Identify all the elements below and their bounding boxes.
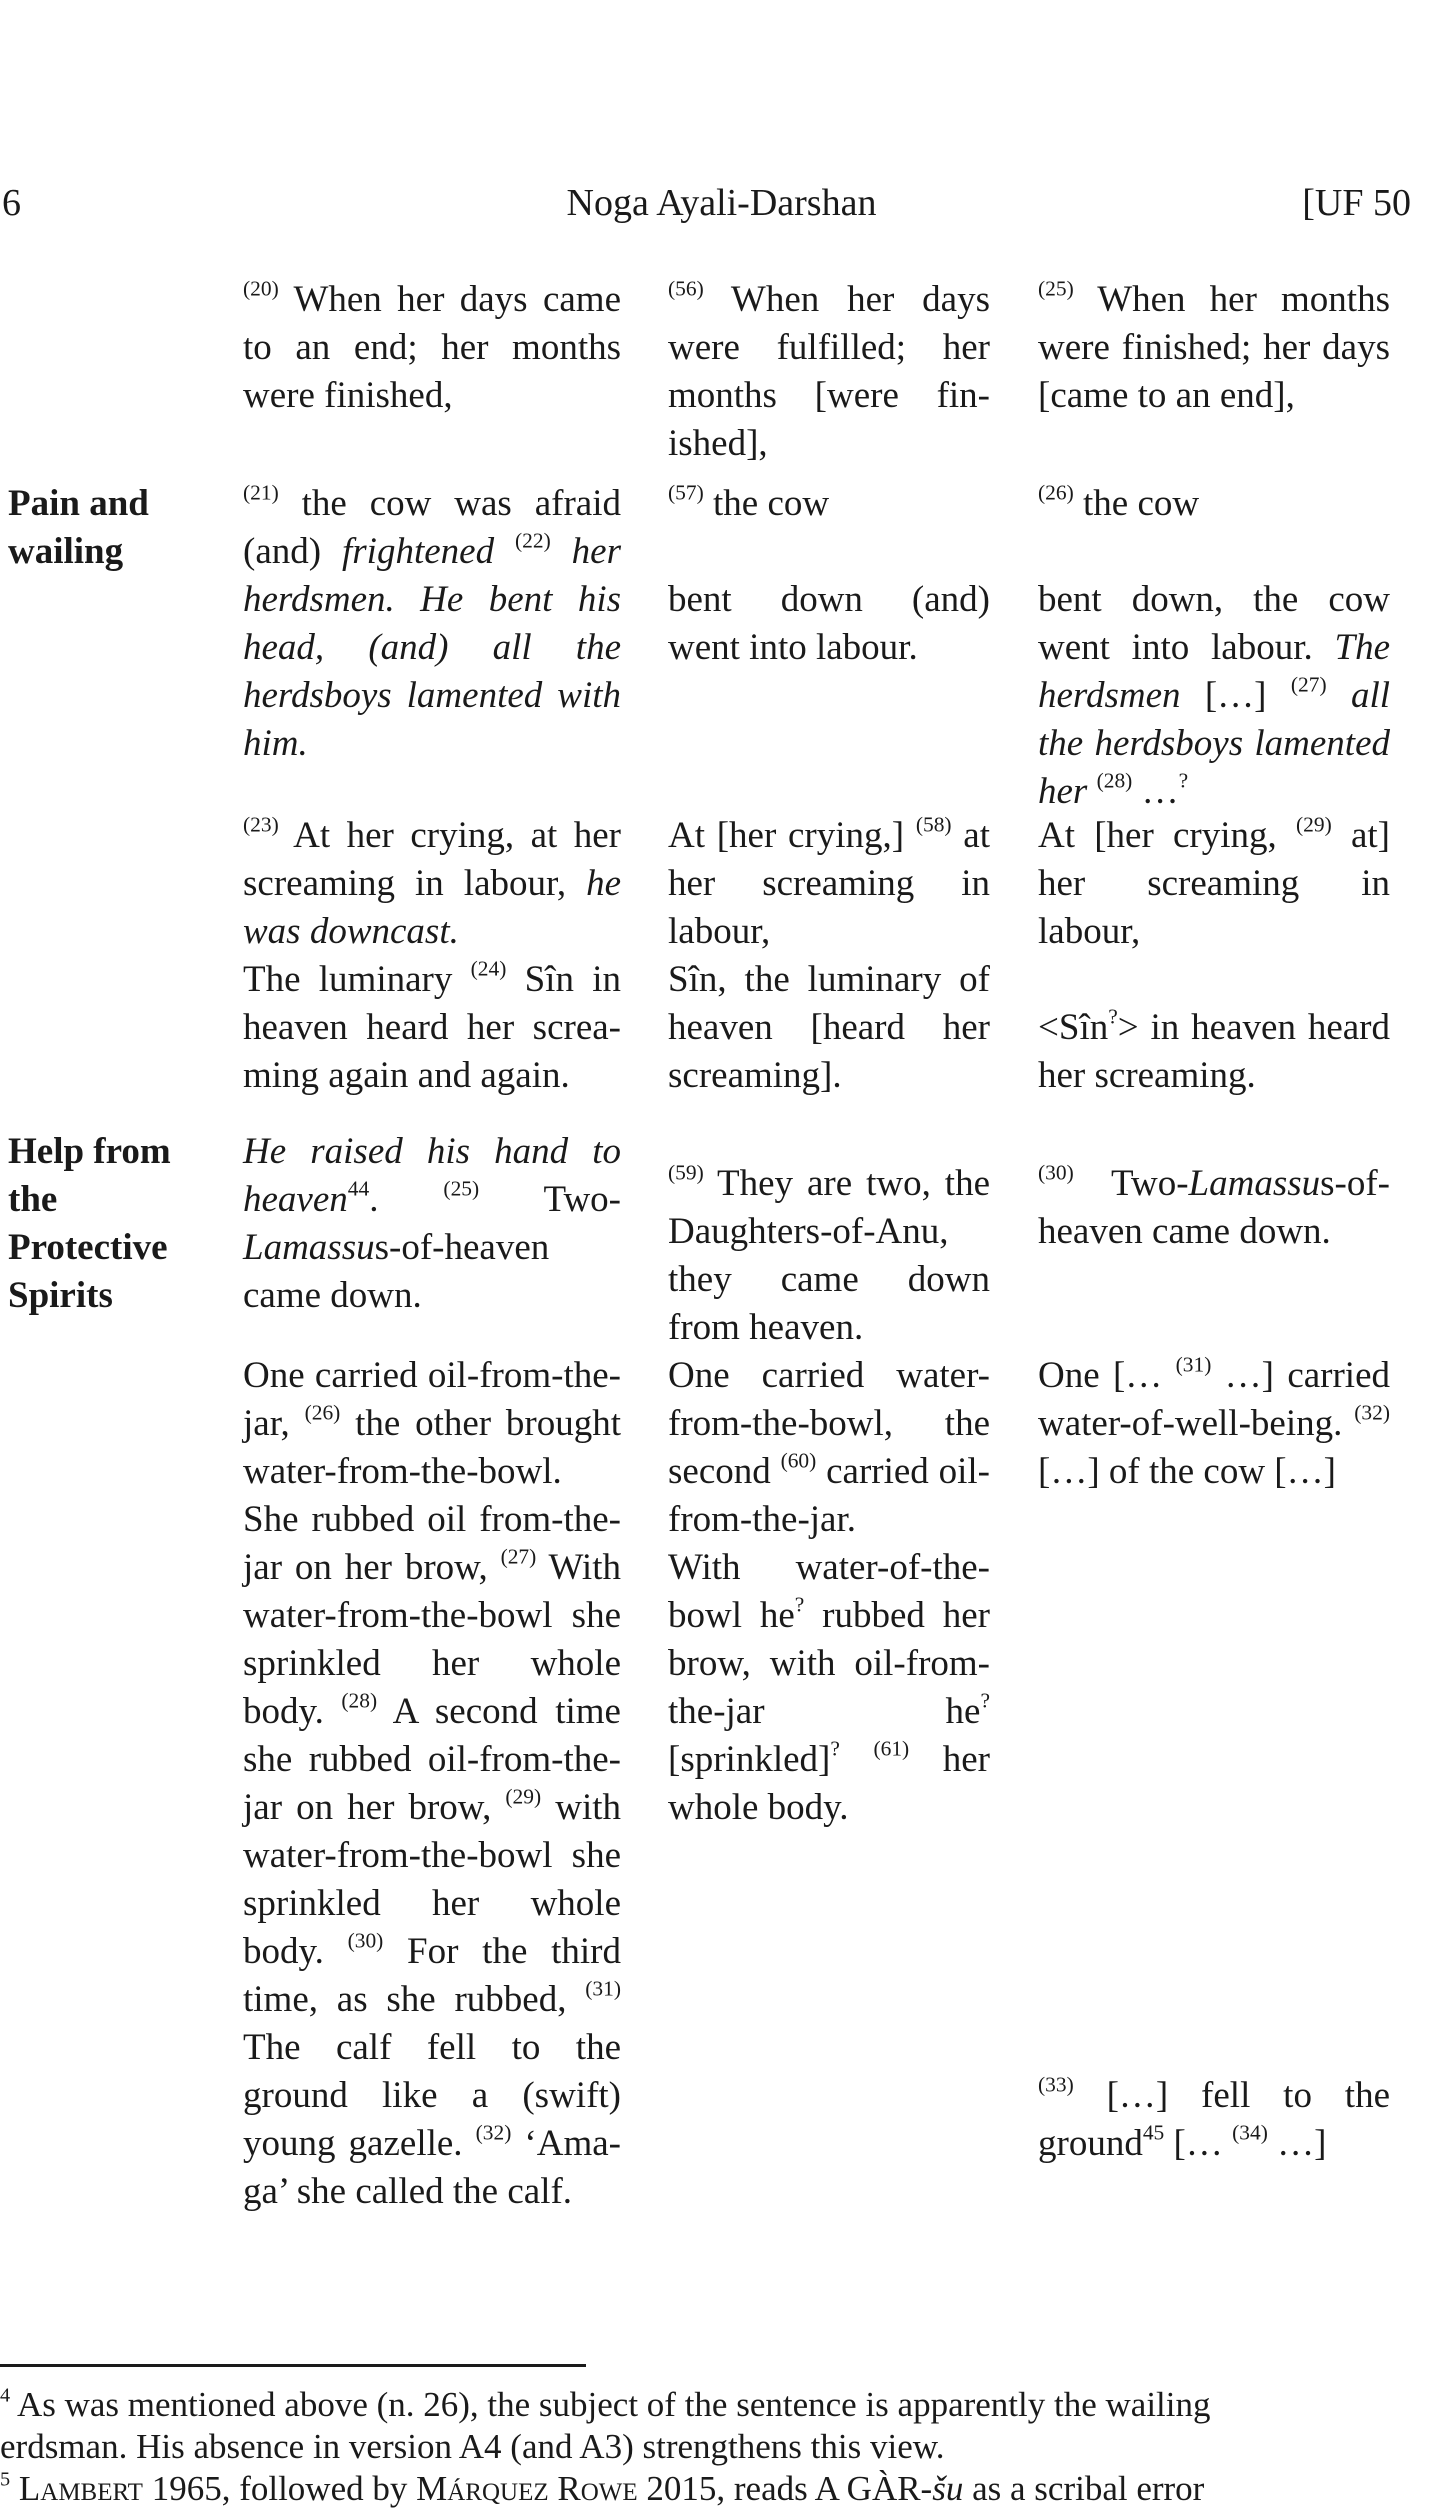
col3-row2a: $^{(26)}$ the cow (1038, 480, 1200, 524)
col1-row2: $^{(21)}$ the cow was afraid (and) frightened $^{(22)}$ her herdsmen. He bent his head, (and) all the herdsboys lamented with him. (243, 480, 621, 764)
running-header (0, 178, 1443, 228)
line-number: (59) (668, 1160, 704, 1185)
col2-row3: At [her crying,] $^{(58)}$ at her screaming in labour, Sîn, the luminary of heaven [heard her screaming]. (668, 812, 990, 1096)
line-number: (26) (1038, 480, 1074, 505)
col3-row2b: bent down, the cow went into labour. The herdsmen […] $^{(27)}$ all the herdsboys lamented her $^{(28)}$ …? (1038, 579, 1390, 812)
col2-row5: One carried water-from-the-bowl, the second $^{(60)}$ carried oil-from-the-jar. With water-of-the-bowl he? rubbed her brow, with oil-from-the-jar he? [sprinkled]? $^{(61)}$ her whole body. (668, 1355, 991, 1828)
footnote-44-line1: $^4$ As was mentioned above (n. 26), the subject of the sentence is apparently the wailing (0, 2384, 1211, 2424)
col2-row2a: $^{(57)}$ the cow (668, 480, 830, 524)
footnote-number: 5 (0, 2468, 11, 2491)
line-number: (20) (243, 276, 279, 301)
col1-row3: $^{(23)}$ At her crying, at her screaming in labour, he was downcast. The luminary $^{(24)}$ Sîn in heaven heard her screa-ming again and again. (243, 812, 621, 1096)
col3-row4: $^{(30)}$ Two-Lamassus-of-heaven came down. (1038, 1160, 1390, 1252)
col3-row6: $^{(33)}$ […] fell to the ground$^{45}$ [… $^{(34)}$ …] (1038, 2072, 1390, 2164)
footnote-ref: 44 (347, 1176, 370, 1201)
line-number: (30) (1038, 1160, 1074, 1185)
footnote-number: 4 (0, 2384, 11, 2407)
col1-row1 (243, 276, 621, 420)
section-label-pain: Pain and wailing (8, 483, 149, 572)
line-number: (24) (470, 956, 507, 981)
footnote-rule (0, 2364, 586, 2367)
line-number: (23) (243, 812, 279, 837)
page-number: 6 (2, 182, 21, 224)
col2-row2b: bent down (and) went into labour. (668, 579, 990, 668)
col1-row4: He raised his hand to heaven$^{44}$. $^{(25)}$ Two-Lamassus-of-heaven came down. (243, 1131, 621, 1316)
line-number: (57) (668, 480, 704, 505)
line-number: (25) (443, 1176, 480, 1201)
col2-row4: $^{(59)}$ They are two, the Daughters-of-Anu, they came down from heaven. (668, 1160, 990, 1348)
line-number: (33) (1038, 2072, 1074, 2097)
col2-row1: $^{(56)}$ When her days were fulfilled; her months [were fin-ished], (668, 276, 990, 464)
running-author: Noga Ayali-Darshan (566, 182, 877, 224)
line-number: (21) (243, 480, 279, 505)
footnote-45: $^5$ Lambert 1965, followed by Márquez Rowe 2015, reads A GÀR-šu as a scribal error (0, 2468, 1205, 2508)
translation-text: When her days came to an end; her months were finished, (243, 279, 621, 416)
footnote-44-line2: erdsman. His absence in version A4 (and A3) strengthens this view. (0, 2427, 945, 2466)
running-journal: [UF 50 (1302, 182, 1411, 224)
line-number: (22) (515, 528, 551, 553)
line-number: (56) (668, 276, 704, 301)
footnote-ref: 45 (1142, 2120, 1165, 2145)
section-label-help: Help from the Protective Spirits (8, 1131, 171, 1316)
col1-row5: One carried oil-from-the-jar, $^{(26)}$ the other brought water-from-the-bowl. She rubbed oil from-the-jar on her brow, $^{(27)}$ With water-from-the-bowl she sprinkled her whole body. $^{(28)}$ A second time she rubbed oil-from-the-jar on her brow, $^{(29)}$ with water-from-the-bowl she sprinkled her whole body. $^{(30)}$ For the third time, as she rubbed, $^{(31)}$ The calf fell to the ground like a (swift) young gazelle. $^{(32)}$ ‘Ama-ga’ she called the calf. (243, 1355, 621, 2212)
col3-row5: One [… $^{(31)}$ …] carried water-of-well-being. $^{(32)}$ […] of the cow […] (1038, 1352, 1391, 1492)
col3-row1: $^{(25)}$ When her months were finished; her days [came to an end], (1038, 276, 1390, 416)
line-number: (25) (1038, 276, 1074, 301)
col3-row3: At [her crying, $^{(29)}$ at] her screaming in labour, <Sîn?> in heaven heard her screaming. (1038, 812, 1390, 1096)
